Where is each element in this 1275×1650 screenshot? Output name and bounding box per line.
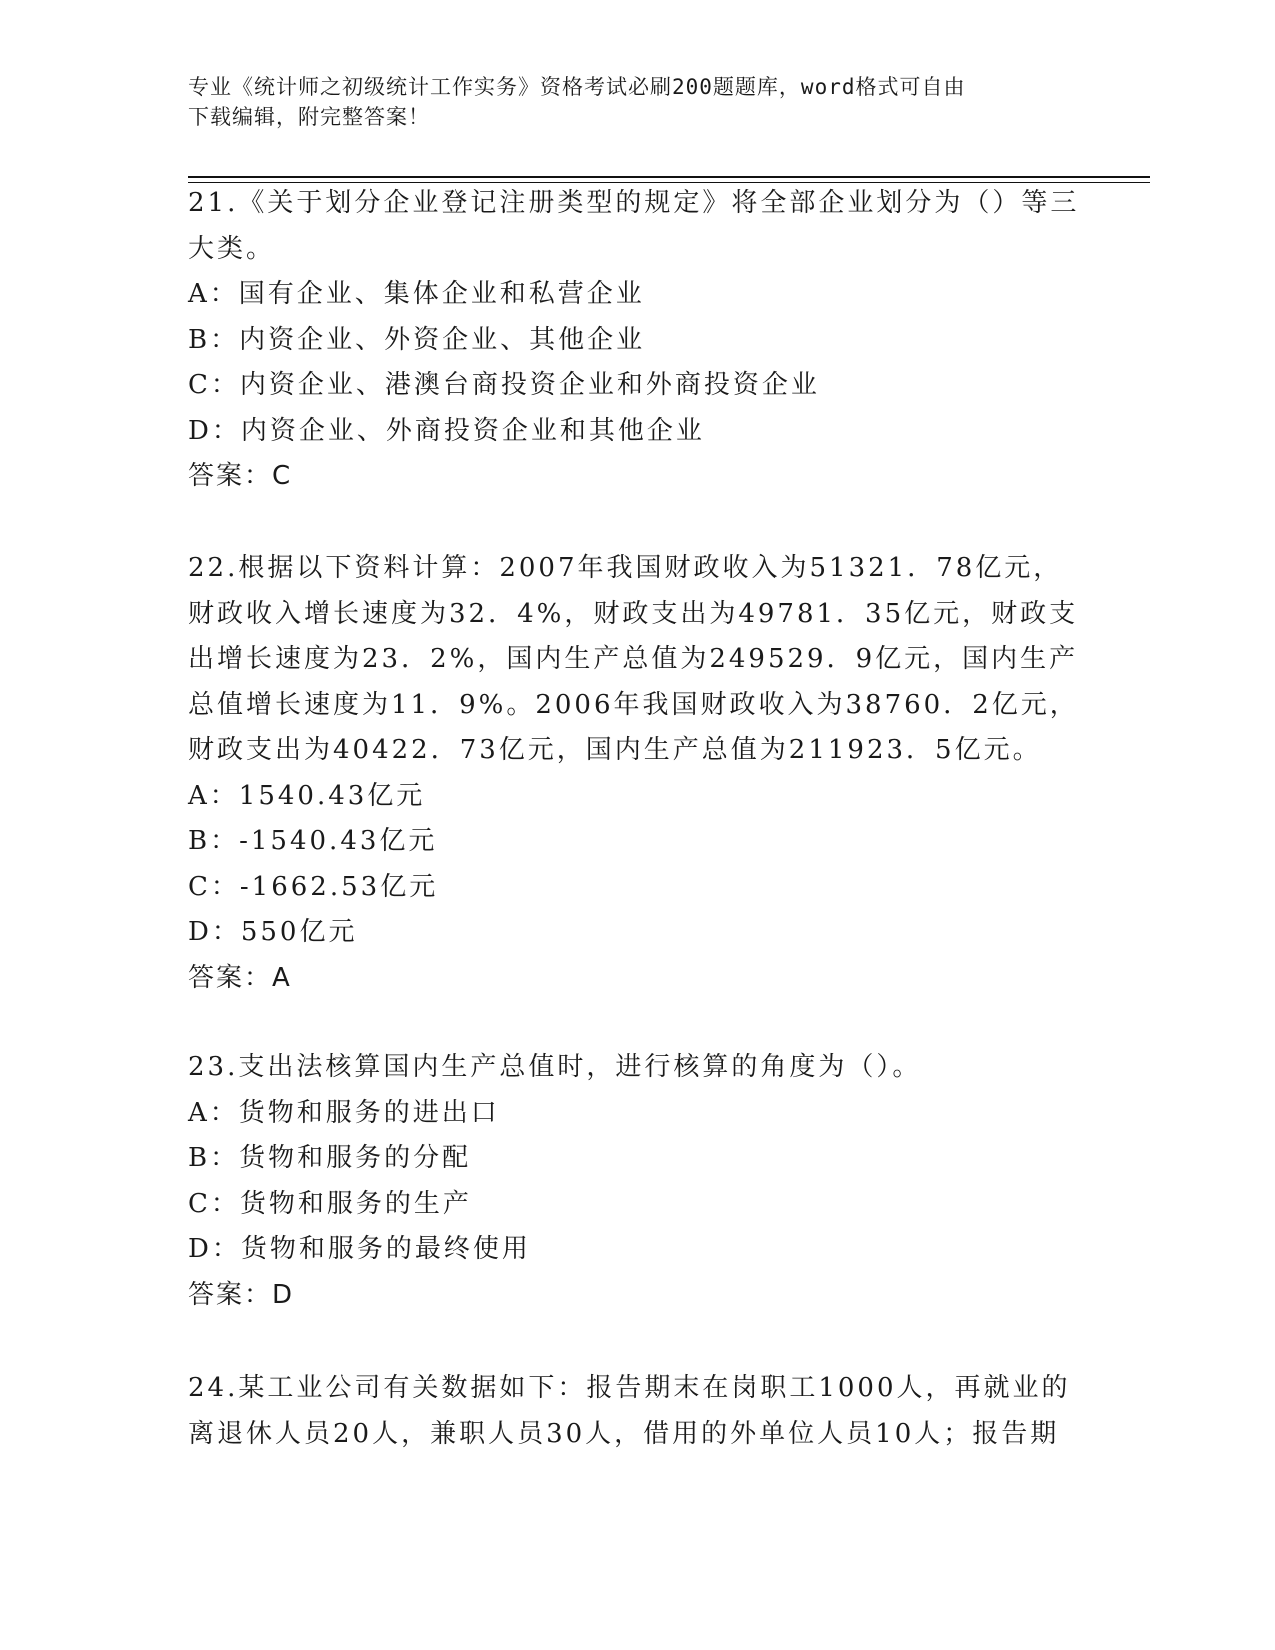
answer-line: 答案：D bbox=[188, 1279, 295, 1310]
option-d: D：550亿元 bbox=[188, 917, 358, 947]
option-d: D：货物和服务的最终使用 bbox=[188, 1234, 531, 1264]
header-line-1: 专业《统计师之初级统计工作实务》资格考试必刷200题题库，word格式可自由 bbox=[188, 75, 966, 99]
answer-line: 答案：A bbox=[188, 962, 292, 993]
header-line-2: 下载编辑，附完整答案！ bbox=[188, 105, 430, 129]
option-a: A：货物和服务的进出口 bbox=[188, 1097, 500, 1128]
question-22 bbox=[188, 546, 1088, 1001]
option-b: B：-1540.43亿元 bbox=[188, 826, 438, 856]
question-24 bbox=[188, 1366, 1088, 1457]
question-21 bbox=[188, 181, 1088, 500]
document-header bbox=[188, 72, 1068, 132]
option-c: C：内资企业、港澳台商投资企业和外商投资企业 bbox=[188, 370, 820, 400]
option-c: C：-1662.53亿元 bbox=[188, 871, 439, 902]
option-c: C：货物和服务的生产 bbox=[188, 1188, 472, 1219]
question-23 bbox=[188, 1045, 1088, 1318]
question-stem: 23.支出法核算国内生产总值时，进行核算的角度为（）。 bbox=[188, 1052, 922, 1082]
question-stem: 22.根据以下资料计算：2007年我国财政收入为51321．78亿元，财政收入增长速度为32．4%，财政支出为49781．35亿元，财政支出增长速度为23．2%，国内生产总值为249529．9亿元，国内生产总值增长速度为11．9%。2006年我国财政收入为38760．2亿元，财政支出为40422．73亿元，国内生产总值为211923．5亿元。 bbox=[188, 553, 1079, 765]
option-a: A：国有企业、集体企业和私营企业 bbox=[188, 279, 645, 309]
option-d: D：内资企业、外商投资企业和其他企业 bbox=[188, 415, 705, 446]
question-stem: 24.某工业公司有关数据如下：报告期末在岗职工1000人，再就业的离退休人员20人，兼职人员30人，借用的外单位人员10人；报告期 bbox=[188, 1373, 1071, 1449]
question-stem: 21.《关于划分企业登记注册类型的规定》将全部企业划分为（）等三大类。 bbox=[188, 188, 1080, 264]
option-b: B：货物和服务的分配 bbox=[188, 1143, 472, 1173]
header-divider-thick bbox=[188, 176, 1150, 178]
answer-line: 答案：C bbox=[188, 461, 293, 491]
option-b: B：内资企业、外资企业、其他企业 bbox=[188, 324, 646, 355]
option-a: A：1540.43亿元 bbox=[188, 780, 426, 811]
